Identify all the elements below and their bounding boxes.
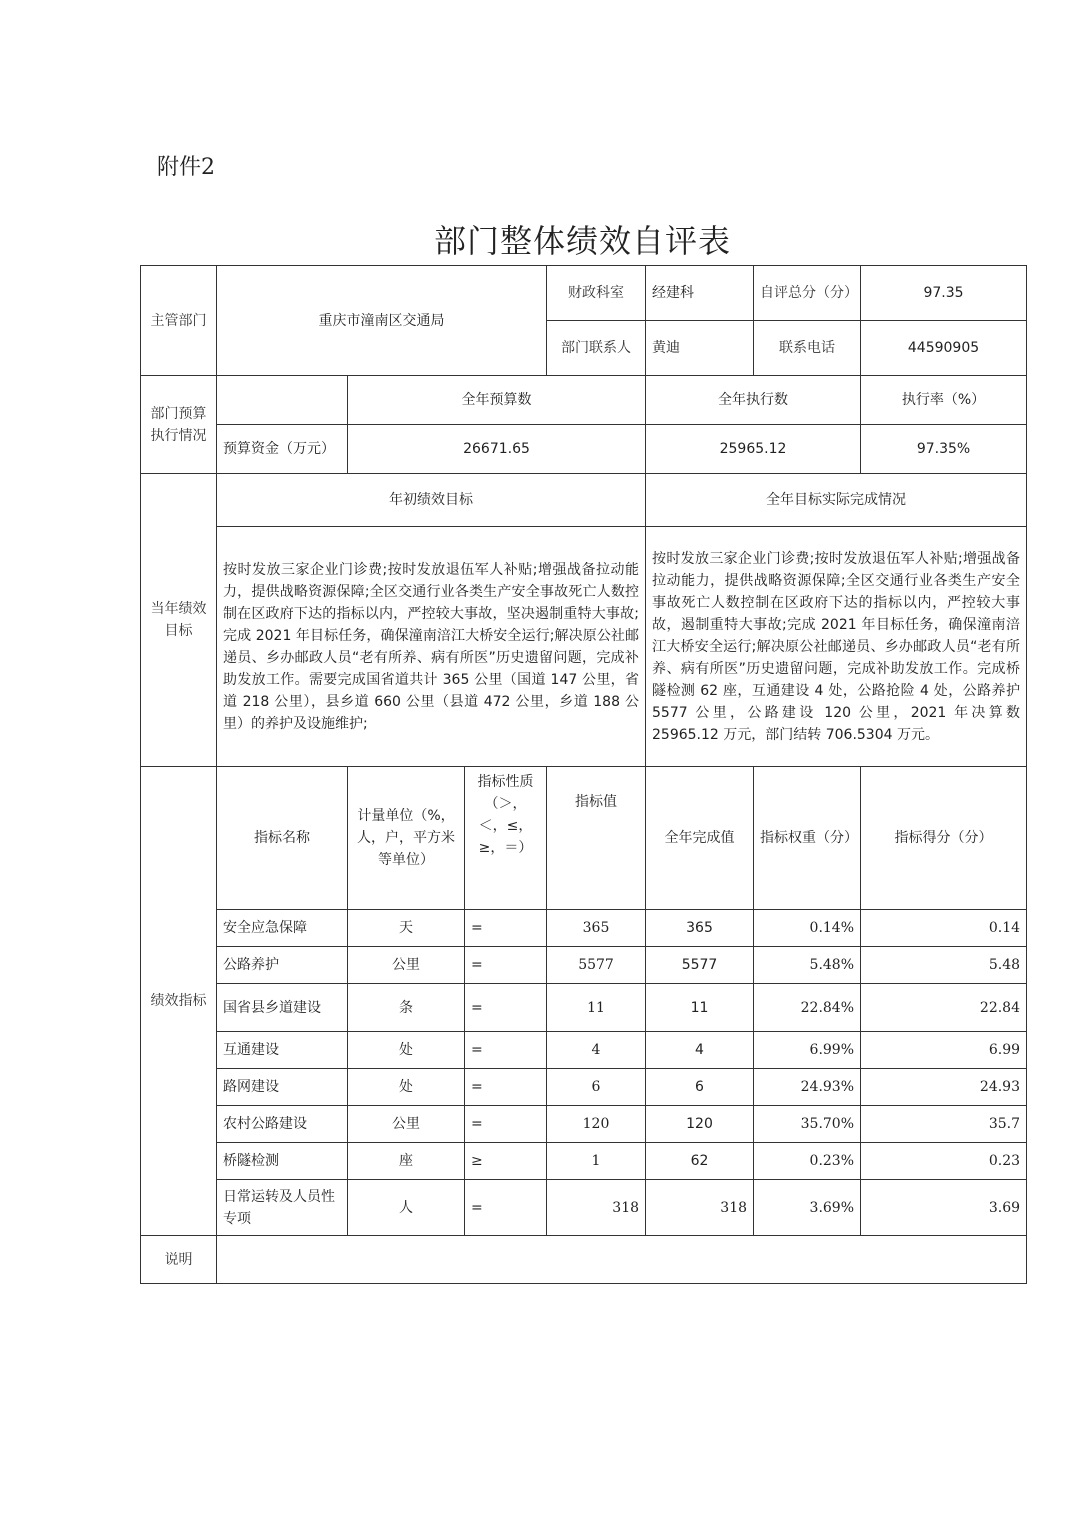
indicator-weight: 3.69% (754, 1180, 861, 1236)
budget-rate-value: 97.35% (861, 425, 1027, 474)
table-row (141, 1106, 1027, 1143)
goals-actual-header: 全年目标实际完成情况 (646, 474, 1027, 527)
indicator-score: 0.14 (861, 910, 1027, 947)
indicator-unit: 公里 (348, 1106, 465, 1143)
indicator-actual: 5577 (646, 947, 754, 984)
indicator-weight: 22.84% (754, 984, 861, 1032)
table-row (141, 1143, 1027, 1180)
indicator-name: 桥隧检测 (217, 1143, 348, 1180)
indicator-target: 5577 (547, 947, 646, 984)
indicator-score: 24.93 (861, 1069, 1027, 1106)
budget-annual-value: 26671.65 (348, 425, 646, 474)
indicator-unit: 处 (348, 1032, 465, 1069)
score-label: 自评总分（分） (754, 266, 861, 321)
indicator-weight: 35.70% (754, 1106, 861, 1143)
table-row (141, 947, 1027, 984)
budget-col-rate: 执行率（%） (861, 376, 1027, 425)
indicator-name: 公路养护 (217, 947, 348, 984)
indicator-target: 11 (547, 984, 646, 1032)
budget-header-blank (217, 376, 348, 425)
indicator-actual: 120 (646, 1106, 754, 1143)
indicator-weight: 6.99% (754, 1032, 861, 1069)
budget-section-label: 部门预算执行情况 (141, 376, 217, 474)
indicator-name: 安全应急保障 (217, 910, 348, 947)
indicator-score: 22.84 (861, 984, 1027, 1032)
indicator-name: 日常运转及人员性专项 (217, 1180, 348, 1236)
indicator-actual: 365 (646, 910, 754, 947)
indicator-unit: 公里 (348, 947, 465, 984)
header-target: 指标值 (547, 767, 646, 910)
goals-actual-text: 按时发放三家企业门诊费;按时发放退伍军人补贴;增强战备拉动能力，提供战略资源保障;全区交通行业各类生产安全事故死亡人数控制在区政府下达的指标以内，严控较大事故，遏制重特大事故;完成 2021 年目标任务，确保潼南涪江大桥安全运行;解决原公社邮递员、乡办邮政人员“老有所养、病有所医”历史遗留问题，完成补助发放工作。完成桥隧检测 62 座，互通建设 4 处，公路抢险 4 处，公路养护 5577 公里，公路建设 120 公里，2021 年决算数 25965.12 万元，部门结转 706.5304 万元。 (646, 527, 1027, 767)
contact-value: 黄迪 (646, 321, 754, 376)
dept-value: 重庆市潼南区交通局 (217, 266, 547, 376)
evaluation-table (140, 265, 1027, 1284)
budget-row-label: 预算资金（万元） (217, 425, 348, 474)
indicator-name: 农村公路建设 (217, 1106, 348, 1143)
table-row (141, 910, 1027, 947)
indicator-score: 3.69 (861, 1180, 1027, 1236)
indicator-target: 4 (547, 1032, 646, 1069)
indicator-score: 5.48 (861, 947, 1027, 984)
indicator-unit: 人 (348, 1180, 465, 1236)
indicator-actual: 4 (646, 1032, 754, 1069)
notes-value (217, 1236, 1027, 1284)
indicator-target: 1 (547, 1143, 646, 1180)
indicator-target: 120 (547, 1106, 646, 1143)
header-name: 指标名称 (217, 767, 348, 910)
indicator-weight: 0.23% (754, 1143, 861, 1180)
indicator-unit: 处 (348, 1069, 465, 1106)
indicator-op: = (465, 1032, 547, 1069)
indicator-name: 路网建设 (217, 1069, 348, 1106)
table-row (141, 1069, 1027, 1106)
indicator-unit: 天 (348, 910, 465, 947)
indicator-score: 35.7 (861, 1106, 1027, 1143)
phone-label: 联系电话 (754, 321, 861, 376)
table-row (141, 984, 1027, 1032)
budget-exec-value: 25965.12 (646, 425, 861, 474)
indicator-weight: 24.93% (754, 1069, 861, 1106)
indicator-actual: 11 (646, 984, 754, 1032)
indicator-op: = (465, 984, 547, 1032)
notes-label: 说明 (141, 1236, 217, 1284)
goals-section-label: 当年绩效目标 (141, 474, 217, 767)
dept-label: 主管部门 (141, 266, 217, 376)
budget-col-annual: 全年预算数 (348, 376, 646, 425)
indicator-actual: 62 (646, 1143, 754, 1180)
indicator-op: = (465, 947, 547, 984)
attachment-label: 附件2 (157, 155, 215, 180)
score-value: 97.35 (861, 266, 1027, 321)
phone-value: 44590905 (861, 321, 1027, 376)
header-weight: 指标权重（分） (754, 767, 861, 910)
indicator-target: 6 (547, 1069, 646, 1106)
indicator-score: 6.99 (861, 1032, 1027, 1069)
indicator-name: 国省县乡道建设 (217, 984, 348, 1032)
indicator-name: 互通建设 (217, 1032, 348, 1069)
header-actual: 全年完成值 (646, 767, 754, 910)
finance-value: 经建科 (646, 266, 754, 321)
indicator-op: = (465, 1106, 547, 1143)
contact-label: 部门联系人 (547, 321, 646, 376)
page-title: 部门整体绩效自评表 (433, 222, 731, 260)
indicator-weight: 5.48% (754, 947, 861, 984)
indicator-unit: 条 (348, 984, 465, 1032)
header-nature: 指标性质（＞，＜，≤，≥，＝） (465, 767, 547, 910)
indicator-score: 0.23 (861, 1143, 1027, 1180)
header-score: 指标得分（分） (861, 767, 1027, 910)
header-unit: 计量单位（%，人，户，平方米等单位） (348, 767, 465, 910)
indicators-section-label: 绩效指标 (141, 767, 217, 1236)
indicator-actual: 318 (646, 1180, 754, 1236)
table-row (141, 1180, 1027, 1236)
indicator-op: = (465, 1180, 547, 1236)
indicator-target: 318 (547, 1180, 646, 1236)
indicator-op: ≥ (465, 1143, 547, 1180)
indicator-op: = (465, 1069, 547, 1106)
goals-initial-header: 年初绩效目标 (217, 474, 646, 527)
table-row (141, 1032, 1027, 1069)
indicator-weight: 0.14% (754, 910, 861, 947)
indicator-unit: 座 (348, 1143, 465, 1180)
indicator-target: 365 (547, 910, 646, 947)
budget-col-exec: 全年执行数 (646, 376, 861, 425)
indicator-op: = (465, 910, 547, 947)
indicator-actual: 6 (646, 1069, 754, 1106)
goals-initial-text: 按时发放三家企业门诊费;按时发放退伍军人补贴;增强战备拉动能力，提供战略资源保障;全区交通行业各类生产安全事故死亡人数控制在区政府下达的指标以内，严控较大事故，坚决遏制重特大事故;完成 2021 年目标任务，确保潼南涪江大桥安全运行;解决原公社邮递员、乡办邮政人员“老有所养、病有所医”历史遗留问题，完成补助发放工作。需要完成国省道共计 365 公里（国道 147 公里，省道 218 公里），县乡道 660 公里（县道 472 公里，乡道 188 公里）的养护及设施维护; (217, 527, 646, 767)
finance-label: 财政科室 (547, 266, 646, 321)
